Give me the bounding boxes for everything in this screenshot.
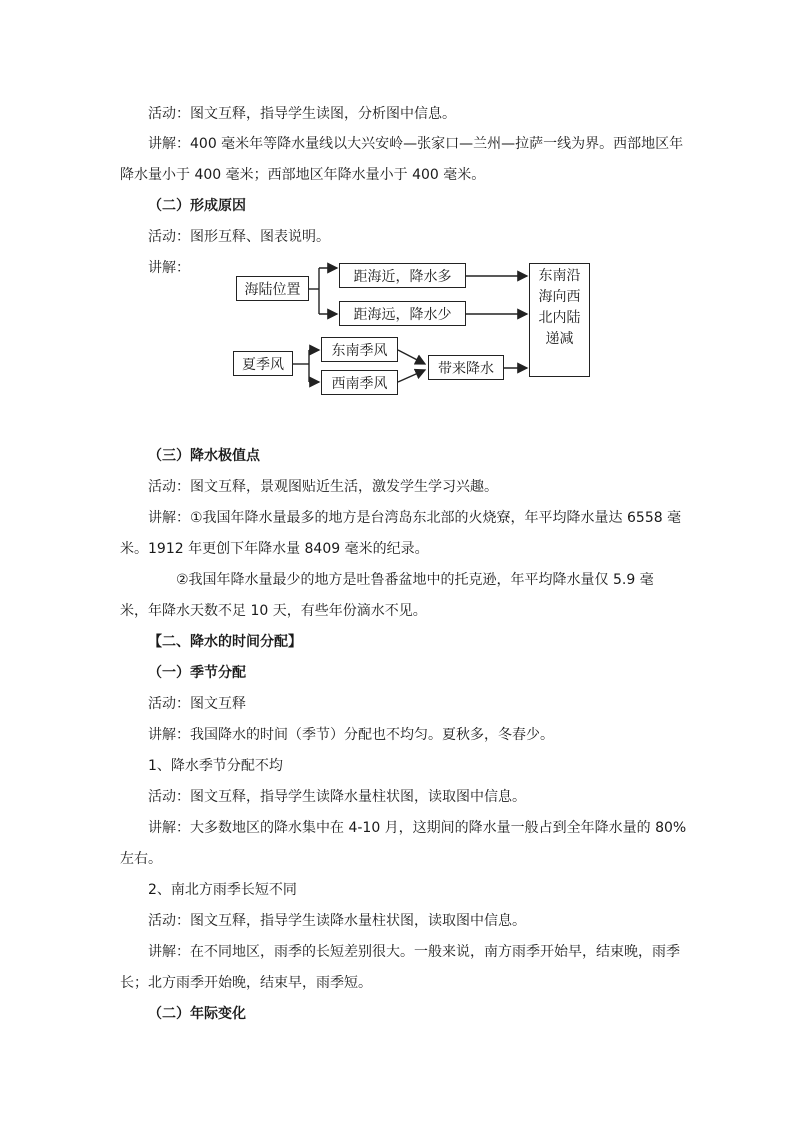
box-sea-land-position: 海陆位置: [236, 276, 309, 301]
line-activity-5: 活动：图文互释，指导学生读降水量柱状图，读取图中信息。: [148, 789, 526, 805]
line-explain-5b: 左右。: [120, 851, 162, 867]
box-near-sea: 距海近，降水多: [339, 263, 466, 288]
box-southeast-monsoon: 东南季风: [321, 337, 398, 362]
line-explain-6b: 长；北方雨季开始晚，结束早，雨季短。: [120, 975, 372, 991]
line-explain-6a: 讲解：在不同地区，雨季的长短差别很大。一般来说，南方雨季开始早，结束晚，雨季: [148, 944, 680, 960]
heading-extreme-points: （三）降水极值点: [148, 448, 260, 464]
heading-seasonal: （一）季节分配: [148, 665, 246, 681]
result-line-4: 递减: [545, 331, 574, 347]
line-explain-3c: ②我国年降水量最少的地方是吐鲁番盆地中的托克逊，年平均降水量仅 5.9 毫: [176, 572, 654, 588]
box-result-decrease: [529, 263, 590, 377]
heading-formation-cause: （二）形成原因: [148, 198, 246, 214]
line-explain-2: 讲解：: [148, 260, 190, 276]
box-bring-rain: 带来降水: [428, 355, 504, 380]
result-line-2: 海向西: [538, 289, 581, 305]
heading-annual-variation: （二）年际变化: [148, 1006, 246, 1022]
line-explain-4: 讲解：我国降水的时间（季节）分配也不均匀。夏秋多，冬春少。: [148, 727, 554, 743]
line-activity-6: 活动：图文互释，指导学生读降水量柱状图，读取图中信息。: [148, 913, 526, 929]
line-activity-1: 活动：图文互释，指导学生读图，分析图中信息。: [148, 106, 456, 122]
box-summer-monsoon: 夏季风: [233, 351, 293, 376]
box-southwest-monsoon: 西南季风: [321, 370, 398, 395]
line-explain-3a: 讲解：①我国年降水量最多的地方是台湾岛东北部的火烧寮，年平均降水量达 6558 毫: [148, 510, 682, 526]
line-activity-3: 活动：图文互释，景观图贴近生活，激发学生学习兴趣。: [148, 479, 498, 495]
line-explain-1a: 讲解：400 毫米年等降水量线以大兴安岭—张家口—兰州—拉萨一线为界。西部地区年: [148, 136, 684, 152]
result-line-3: 北内陆: [538, 310, 581, 326]
result-line-1: 东南沿: [538, 268, 581, 284]
line-explain-5a: 讲解：大多数地区的降水集中在 4-10 月，这期间的降水量一般占到全年降水量的 80%: [148, 820, 687, 836]
line-explain-3d: 米，年降水天数不足 10 天，有些年份滴水不见。: [120, 603, 427, 619]
subheading-uneven: 1、降水季节分配不均: [148, 758, 283, 774]
line-activity-2: 活动：图形互释、图表说明。: [148, 229, 330, 245]
line-activity-4: 活动：图文互释: [148, 696, 246, 712]
cause-diagram: [233, 258, 593, 392]
heading-time-distribution: 【二、降水的时间分配】: [148, 634, 302, 650]
box-far-sea: 距海远，降水少: [339, 301, 466, 326]
line-explain-3b: 米。1912 年更创下年降水量 8409 毫米的纪录。: [120, 541, 429, 557]
subheading-rainy-season: 2、南北方雨季长短不同: [148, 882, 297, 898]
line-explain-1b: 降水量小于 400 毫米；西部地区年降水量小于 400 毫米。: [120, 167, 486, 183]
